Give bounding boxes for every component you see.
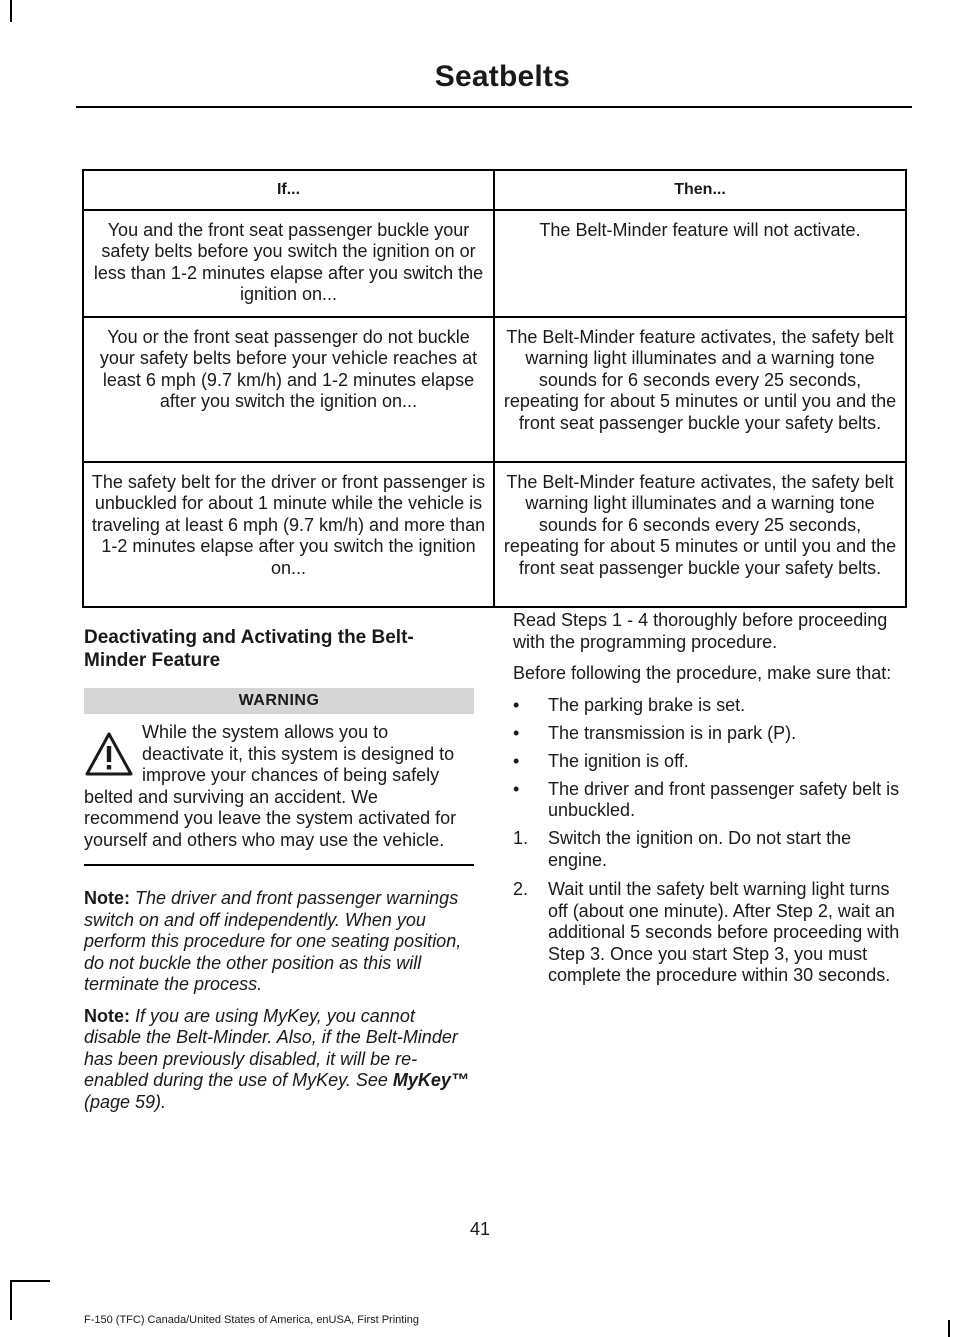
table-cell-then: The Belt-Minder feature activates, the safety belt warning light illuminates and a warning tone sounds for 6 seconds every 25 seconds, repeating for about 5 minutes or until you and the front seat passenger buckle your safety belts. [494,317,906,462]
step-number: 1. [513,828,529,848]
page-reference: (page 59). [84,1091,167,1112]
table-row [83,462,906,607]
warning-label: WARNING [84,688,474,714]
right-column [513,610,907,995]
intro-text: Read Steps 1 - 4 thoroughly before proceeding with the programming procedure. [513,610,888,652]
note-text: If you are using MyKey, you cannot disable the Belt-Minder. Also, if the Belt-Minder has been previously disabled, it will be re-enabled during the use of MyKey. See [84,1005,458,1090]
crop-mark [10,1280,50,1282]
mykey-reference-link[interactable]: MyKey™ [392,1070,469,1090]
step-text: Wait until the safety belt warning light turns off (about one minute). After Step 2, wait an additional 5 seconds before proceeding with Step 3. Once you start Step 3, you must complete the procedure within 30 seconds. [548,879,900,985]
left-column [84,626,474,1113]
table-row [83,210,906,317]
list-item [513,695,907,717]
belt-minder-table [82,169,907,608]
list-item-text: The transmission is in park (P). [548,722,797,743]
crop-mark [10,1280,12,1320]
before-text: Before following the procedure, make sure that: [513,663,892,683]
list-item [513,751,907,773]
bullet: • [513,778,520,799]
note-text: The driver and front passenger warnings switch on and off independently. When you perform this procedure for one seating position, do not buckle the other position as this will terminate the process. [84,888,462,994]
note-label: Note: [84,1005,130,1026]
table-cell-then: The Belt-Minder feature activates, the safety belt warning light illuminates and a warning tone sounds for 6 seconds every 25 seconds, repeating for about 5 minutes or until you and the front seat passenger buckle your safety belts. [494,462,906,607]
bullet: • [513,722,520,743]
list-item [513,723,907,745]
procedure-steps [513,828,907,987]
step-item [513,879,907,987]
precondition-list [513,695,907,822]
note-driver-passenger [84,888,474,996]
table-header-then: Then... [494,170,906,210]
header-rule [76,106,912,108]
step-text: Switch the ignition on. Do not start the engine. [548,828,852,870]
bullet: • [513,750,520,771]
table-cell-then: The Belt-Minder feature will not activate. [494,210,906,317]
page-title: Seatbelts [434,60,570,93]
warning-triangle-icon [84,730,134,780]
crop-mark [948,1320,950,1337]
warning-text: While the system allows you to deactivate it, this system is designed to improve your chances of being safely belted and surviving an accident. We recommend you leave the system activated for yourself and others who may use the vehicle. [84,722,457,850]
step-item [513,828,907,871]
list-item-text: The driver and front passenger safety belt is unbuckled. [548,778,900,820]
bullet: • [513,694,520,715]
step-number: 2. [513,879,529,899]
crop-mark [10,0,12,22]
list-item [513,779,907,822]
warning-box [84,722,474,851]
list-item-text: The parking brake is set. [548,694,746,715]
table-cell-if: The safety belt for the driver or front passenger is unbuckled for about 1 minute while the vehicle is traveling at least 6 mph (9.7 km/h) and more than 1-2 minutes elapse after you switch the ignition on... [83,462,494,607]
table-header-row [83,170,906,210]
warning-rule [84,864,474,866]
section-heading: Deactivating and Activating the Belt-Minder Feature [84,627,414,671]
table-cell-if: You or the front seat passenger do not buckle your safety belts before your vehicle reaches at least 6 mph (9.7 km/h) and 1-2 minutes elapse after you switch the ignition on... [83,317,494,462]
table-header-if: If... [83,170,494,210]
page-number: 41 [469,1219,491,1239]
table-cell-if: You and the front seat passenger buckle your safety belts before you switch the ignition on or less than 1-2 minutes elapse after you switch the ignition on... [83,210,494,317]
note-mykey [84,1006,474,1114]
table-row [83,317,906,462]
note-label: Note: [84,888,130,908]
footer-text: F-150 (TFC) Canada/United States of America, enUSA, First Printing [84,1314,420,1326]
list-item-text: The ignition is off. [548,750,689,771]
